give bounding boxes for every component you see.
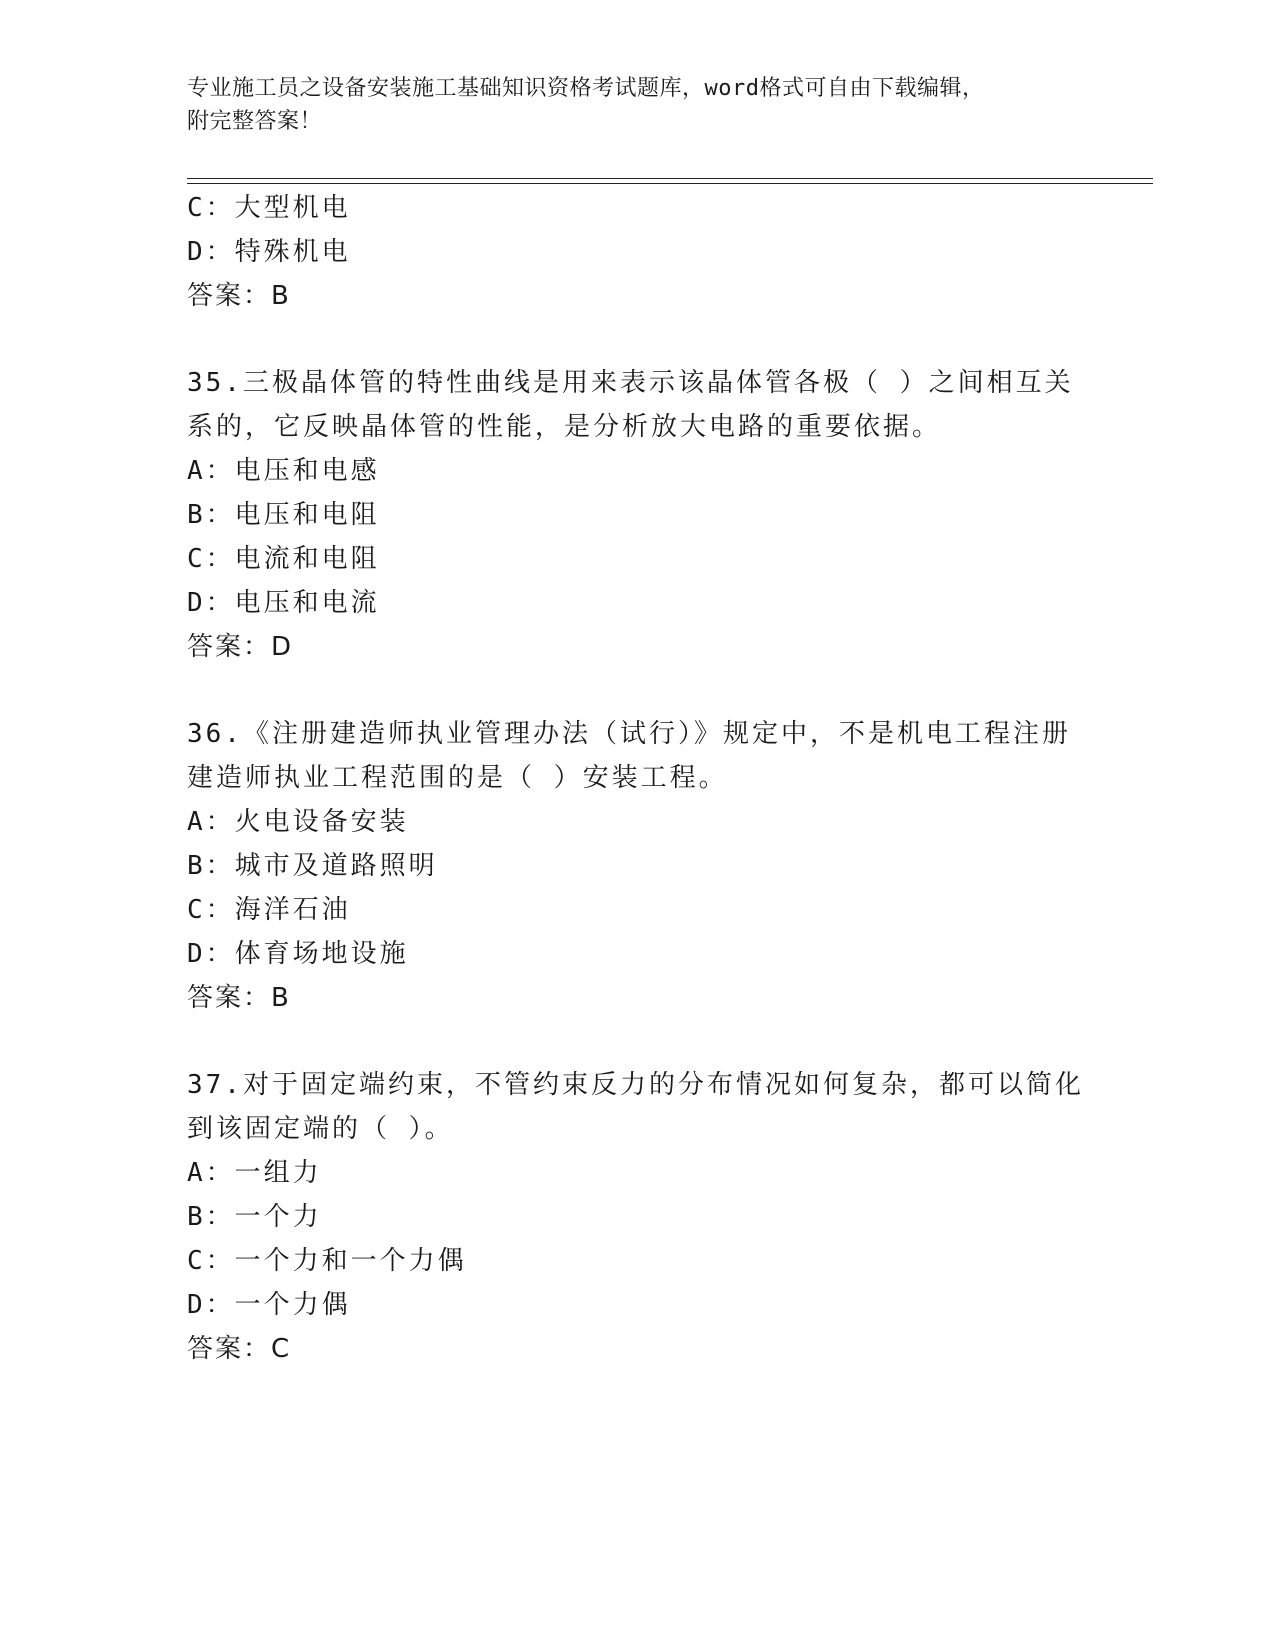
q37-answer: 答案：C: [187, 1334, 292, 1364]
q36-option-a: A：火电设备安装: [187, 807, 409, 837]
q36-stem-line-1: 36.《注册建造师执业管理办法（试行）》规定中，不是机电工程注册: [187, 719, 1071, 749]
q37-option-b: B：一个力: [187, 1202, 322, 1232]
q37-stem-line-1: 37.对于固定端约束，不管约束反力的分布情况如何复杂，都可以简化: [187, 1070, 1084, 1100]
q36-option-c: C：海洋石油: [187, 895, 351, 925]
q37-option-c: C：一个力和一个力偶: [187, 1246, 467, 1276]
q37-option-a: A：一组力: [187, 1158, 322, 1188]
document-header: [187, 72, 1067, 138]
prev-answer: 答案：B: [187, 281, 291, 311]
prev-option-c: C：大型机电: [187, 193, 351, 223]
q35-stem-line-2: 系的，它反映晶体管的性能，是分析放大电路的重要依据。: [187, 412, 942, 442]
q35-option-c: C：电流和电阻: [187, 544, 380, 574]
q35-option-d: D：电压和电流: [187, 588, 380, 618]
q37-stem-line-2: 到该固定端的（ ）。: [187, 1114, 454, 1144]
header-line-2: 附完整答案！: [187, 109, 323, 134]
q35-option-b: B：电压和电阻: [187, 500, 380, 530]
q35-answer: 答案：D: [187, 632, 294, 662]
prev-option-d: D：特殊机电: [187, 237, 351, 267]
q36-option-d: D：体育场地设施: [187, 939, 409, 969]
header-rule-top: [187, 178, 1153, 179]
header-line-1: 专业施工员之设备安装施工基础知识资格考试题库，word格式可自由下载编辑，: [187, 76, 985, 101]
q35-option-a: A：电压和电感: [187, 456, 380, 486]
q36-option-b: B：城市及道路照明: [187, 851, 438, 881]
header-rule-bottom: [187, 183, 1153, 184]
q35-stem-line-1: 35.三极晶体管的特性曲线是用来表示该晶体管各极（ ）之间相互关: [187, 368, 1074, 398]
q37-option-d: D：一个力偶: [187, 1290, 351, 1320]
q36-stem-line-2: 建造师执业工程范围的是（ ）安装工程。: [187, 763, 728, 793]
q36-answer: 答案：B: [187, 983, 291, 1013]
